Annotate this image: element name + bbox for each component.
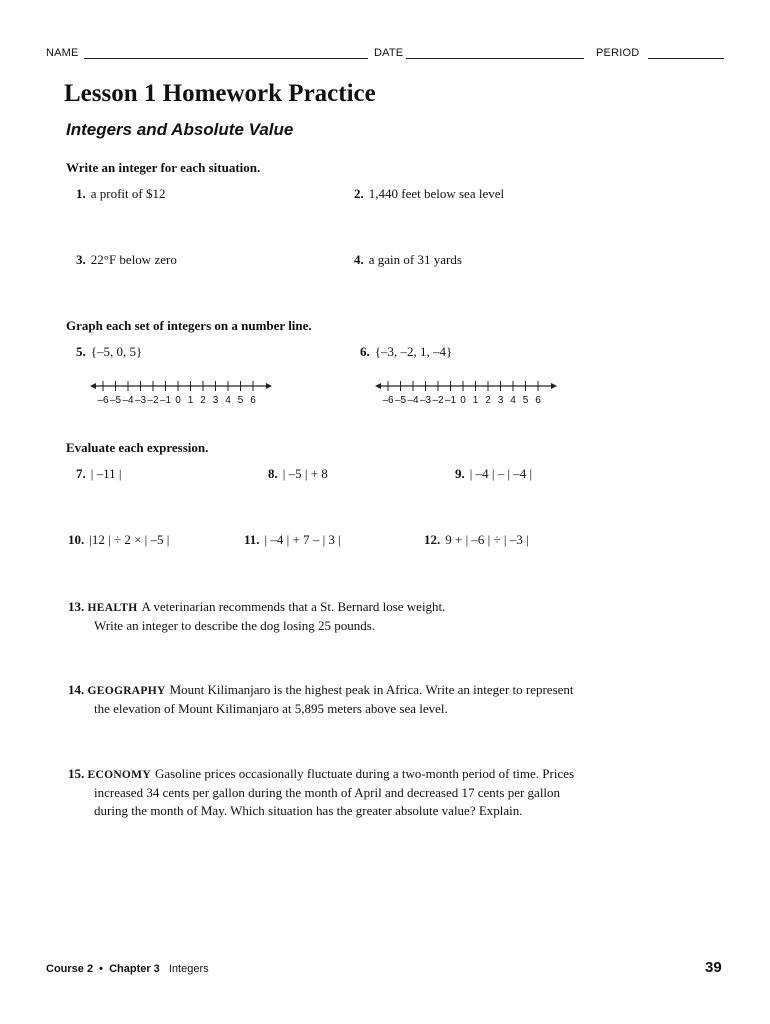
tick-label: –2 [147,395,159,406]
number-line-labels [90,395,272,409]
problem-number: 10. [68,532,85,547]
section2-instruction: Graph each set of integers on a number line. [66,318,312,333]
date-blank[interactable] [406,58,584,59]
name-label: NAME [46,47,79,59]
problem-number: 6. [360,344,370,359]
number-line-6[interactable] [375,378,557,414]
page-title: Lesson 1 Homework Practice [64,80,376,107]
problem-number: 7. [76,466,86,481]
tick-label: –3 [419,395,432,406]
number-line-5[interactable] [90,378,272,414]
problem-number: 2. [354,186,364,201]
tick-label: 5 [237,395,244,406]
arrow-left-icon [375,383,381,389]
problem-number: 13. [68,599,85,614]
number-line-labels [375,395,557,409]
problem-text: Mount Kilimanjaro is the highest peak in Africa. Write an integer to represent [169,682,574,697]
problem-number: 12. [424,532,441,547]
period-label: PERIOD [596,47,640,59]
problem-number: 14. [68,682,85,697]
tick-label: 2 [485,395,491,406]
problem-text: | –4 | + 7 – | 3 | [264,532,341,547]
problem-text: Gasoline prices occasionally fluctuate during a two-month period of time. Prices [154,766,575,781]
problem-text: 9 + | –6 | ÷ | –3 | [445,532,529,547]
tick-label: 1 [472,395,479,406]
tick-label: 5 [522,395,529,406]
problem-text: during the month of May. Which situation has the greater absolute value? Explain. [94,803,523,818]
problem-text: | –5 | + 8 [282,466,328,481]
footer-chapter: Chapter 3 [109,963,160,975]
problem-12 [424,532,529,548]
problem-number: 3. [76,252,86,267]
problem-tag: ECONOMY [87,769,151,781]
problem-text: {–3, –2, 1, –4} [374,344,453,359]
tick-label: 6 [535,395,541,406]
tick-label: 4 [510,395,516,406]
problem-2 [354,186,504,202]
problem-number: 4. [354,252,364,267]
tick-label: 4 [225,395,231,406]
problem-14 [68,681,638,718]
problem-15-line1 [68,765,668,784]
problem-number: 15. [68,766,85,781]
page-number: 39 [705,959,722,976]
problem-5 [76,344,142,360]
date-label: DATE [374,47,404,59]
page-subtitle: Integers and Absolute Value [66,120,294,139]
problem-10 [68,532,169,548]
problem-14-line1 [68,681,638,700]
tick-label: 0 [460,395,466,406]
tick-label: 0 [175,395,181,406]
problem-text: Write an integer to describe the dog losing 25 pounds. [94,618,376,633]
problem-text: a profit of $12 [90,186,166,201]
problem-9 [455,466,532,482]
problem-15 [68,765,668,820]
problem-tag: GEOGRAPHY [87,685,166,697]
footer-course-info [46,963,209,975]
arrow-right-icon [266,383,272,389]
tick-label: 3 [212,395,219,406]
name-blank[interactable] [84,58,368,59]
footer-course: Course 2 [46,963,94,975]
problem-text: 22°F below zero [90,252,177,267]
section3-instruction: Evaluate each expression. [66,440,209,455]
tick-label: 1 [187,395,194,406]
tick-label: –5 [109,395,122,406]
tick-label: 6 [250,395,256,406]
problem-tag: HEALTH [87,602,138,614]
problem-text: a gain of 31 yards [368,252,462,267]
tick-label: –1 [444,395,457,406]
problem-8 [268,466,328,482]
tick-label: –1 [159,395,172,406]
problem-text: increased 34 cents per gallon during the month of April and decreased 17 cents per gallon [94,785,561,800]
problem-text: the elevation of Mount Kilimanjaro at 5,895 meters above sea level. [94,701,448,716]
problem-number: 5. [76,344,86,359]
number-line-axis [90,378,272,394]
section1-instruction: Write an integer for each situation. [66,160,261,175]
problem-number: 1. [76,186,86,201]
problem-text: | –4 | – | –4 | [469,466,533,481]
problem-number: 8. [268,466,278,481]
tick-label: –5 [394,395,407,406]
tick-label: –4 [122,395,134,406]
problem-4 [354,252,462,268]
tick-label: 2 [200,395,206,406]
problem-1 [76,186,165,202]
problem-text: | –11 | [90,466,122,481]
problem-number: 11. [244,532,260,547]
problem-text: 1,440 feet below sea level [368,186,505,201]
tick-label: –2 [432,395,444,406]
problem-text: |12 | ÷ 2 × | –5 | [89,532,170,547]
number-line-axis [375,378,557,394]
tick-label: 3 [497,395,504,406]
tick-label: –6 [382,395,394,406]
problem-number: 9. [455,466,465,481]
problem-text: A veterinarian recommends that a St. Bernard lose weight. [141,599,446,614]
tick-label: –6 [97,395,109,406]
problem-13-line1 [68,598,638,617]
footer-topic: Integers [168,963,209,975]
tick-label: –3 [134,395,147,406]
arrow-right-icon [551,383,557,389]
footer-bullet: • [99,963,103,975]
arrow-left-icon [90,383,96,389]
problem-11 [244,532,341,548]
period-blank[interactable] [648,58,724,59]
problem-6 [360,344,452,360]
problem-3 [76,252,177,268]
tick-label: –4 [407,395,419,406]
problem-7 [76,466,121,482]
problem-13 [68,598,638,635]
problem-text: {–5, 0, 5} [90,344,143,359]
